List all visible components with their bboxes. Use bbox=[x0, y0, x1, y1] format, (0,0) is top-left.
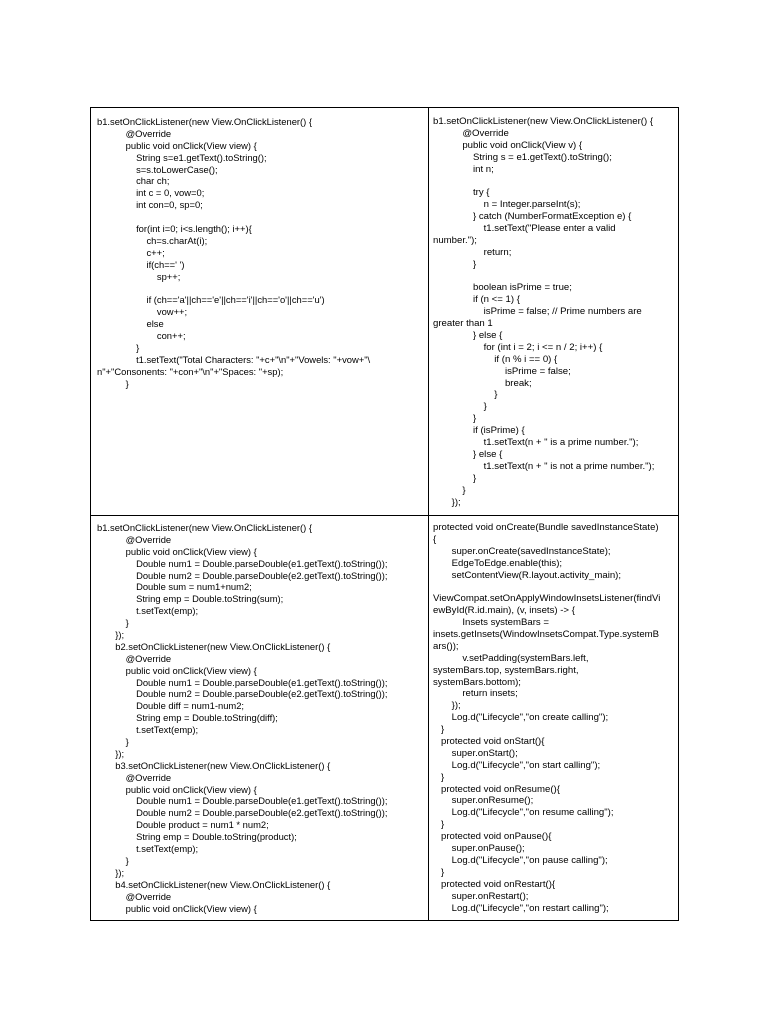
code-line: Double num1 = Double.parseDouble(e1.getText().toString()); bbox=[97, 676, 388, 688]
code-line: Log.d("Lifecycle","on resume calling"); bbox=[433, 807, 614, 819]
code-line: }); bbox=[433, 700, 461, 712]
code-line: isPrime = false; // Prime numbers are bbox=[433, 306, 642, 318]
code-line bbox=[97, 211, 423, 223]
code-line: @Override bbox=[97, 890, 172, 902]
code-line: return insets; bbox=[433, 688, 518, 700]
code-line: if (n <= 1) { bbox=[433, 294, 520, 306]
code-line: vow++; bbox=[97, 306, 188, 318]
code-line: t1.setText(n + " is a prime number."); bbox=[433, 437, 639, 449]
code-line: } bbox=[433, 389, 498, 401]
code-line: isPrime = false; bbox=[433, 365, 571, 377]
code-line: ViewCompat.setOnApplyWindowInsetsListener(findVi bbox=[433, 593, 661, 605]
code-line: Double num2 = Double.parseDouble(e2.getText().toString()); bbox=[97, 807, 388, 819]
code-line: Log.d("Lifecycle","on create calling"); bbox=[433, 712, 609, 724]
code-line: @Override bbox=[97, 771, 172, 783]
code-line: } bbox=[97, 854, 129, 866]
code-line: char ch; bbox=[97, 175, 170, 187]
code-line: number."); bbox=[433, 234, 477, 246]
code-line: if(ch==' ') bbox=[97, 258, 185, 270]
code-line: public void onClick(View v) { bbox=[433, 139, 583, 151]
code-line: String s=e1.getText().toString(); bbox=[97, 151, 267, 163]
code-line: protected void onCreate(Bundle savedInstanceState) bbox=[433, 522, 659, 533]
table-row-divider bbox=[91, 515, 678, 516]
code-line: boolean isPrime = true; bbox=[433, 282, 572, 294]
code-line: }); bbox=[97, 747, 125, 759]
code-line: } bbox=[433, 258, 477, 270]
code-line: setContentView(R.layout.activity_main); bbox=[433, 569, 622, 581]
code-line: } bbox=[433, 413, 477, 425]
code-line: EdgeToEdge.enable(this); bbox=[433, 557, 563, 569]
code-line: super.onStart(); bbox=[433, 747, 518, 759]
code-line: } bbox=[433, 819, 445, 831]
code-line: greater than 1 bbox=[433, 318, 493, 330]
code-line: t.setText(emp); bbox=[97, 605, 199, 617]
code-line: Log.d("Lifecycle","on pause calling"); bbox=[433, 854, 608, 866]
code-line: protected void onPause(){ bbox=[433, 831, 552, 843]
cell-calculator-code bbox=[97, 522, 423, 918]
code-line: } catch (NumberFormatException e) { bbox=[433, 211, 632, 223]
code-line: b1.setOnClickListener(new View.OnClickListener() { bbox=[97, 522, 313, 533]
code-line: ewById(R.id.main), (v, insets) -> { bbox=[433, 605, 575, 617]
code-line: public void onClick(View view) { bbox=[97, 664, 257, 676]
code-line: } bbox=[433, 771, 445, 783]
code-line: for(int i=0; i<s.length(); i++){ bbox=[97, 223, 252, 235]
code-line: String emp = Double.toString(sum); bbox=[97, 593, 284, 605]
cell-lifecycle-code bbox=[433, 522, 677, 918]
code-line: v.setPadding(systemBars.left, bbox=[433, 652, 589, 664]
code-line: t.setText(emp); bbox=[97, 843, 199, 855]
code-line: c++; bbox=[97, 246, 165, 258]
code-line: { bbox=[433, 533, 437, 545]
code-line: } bbox=[97, 377, 129, 389]
code-line: protected void onStart(){ bbox=[433, 736, 545, 748]
code-line: b2.setOnClickListener(new View.OnClickListener() { bbox=[97, 640, 331, 652]
code-line: Double product = num1 * num2; bbox=[97, 819, 269, 831]
code-line: public void onClick(View view) { bbox=[97, 783, 257, 795]
code-line: super.onRestart(); bbox=[433, 890, 529, 902]
code-line: int n; bbox=[433, 163, 494, 175]
code-line: } bbox=[97, 617, 129, 629]
cell-character-counter-code bbox=[97, 116, 423, 512]
code-line: protected void onResume(){ bbox=[433, 783, 560, 795]
code-line: Log.d("Lifecycle","on start calling"); bbox=[433, 759, 601, 771]
code-line: con++; bbox=[97, 330, 186, 342]
code-line: s=s.toLowerCase(); bbox=[97, 163, 218, 175]
code-line: } bbox=[433, 472, 477, 484]
code-line: Double sum = num1+num2; bbox=[97, 581, 252, 593]
code-line: } else { bbox=[433, 330, 503, 342]
cell-prime-check-code bbox=[433, 116, 677, 512]
code-line: systemBars.top, systemBars.right, bbox=[433, 664, 579, 676]
code-line: sp++; bbox=[97, 270, 181, 282]
code-line: super.onResume(); bbox=[433, 795, 534, 807]
code-line: insets.getInsets(WindowInsetsCompat.Type.systemB bbox=[433, 629, 660, 641]
code-line: for (int i = 2; i <= n / 2; i++) { bbox=[433, 341, 603, 353]
code-line: if (isPrime) { bbox=[433, 425, 525, 437]
code-line: } bbox=[433, 724, 445, 736]
code-line: } bbox=[97, 341, 140, 353]
code-line: t1.setText(n + " is not a prime number."); bbox=[433, 460, 655, 472]
code-line: Insets systemBars = bbox=[433, 617, 549, 629]
code-line: if (ch=='a'||ch=='e'||ch=='i'||ch=='o'||ch=='u') bbox=[97, 294, 325, 306]
code-line: Double num1 = Double.parseDouble(e1.getText().toString()); bbox=[97, 557, 388, 569]
code-line: if (n % i == 0) { bbox=[433, 353, 558, 365]
code-line: }); bbox=[97, 866, 125, 878]
code-line: }); bbox=[97, 629, 125, 641]
code-line: @Override bbox=[97, 652, 172, 664]
table-column-divider bbox=[428, 108, 429, 920]
code-line: n = Integer.parseInt(s); bbox=[433, 199, 581, 211]
code-line: b1.setOnClickListener(new View.OnClickListener() { bbox=[97, 116, 313, 127]
code-line: protected void onRestart(){ bbox=[433, 878, 556, 890]
code-line: }); bbox=[433, 496, 461, 508]
code-line: try { bbox=[433, 187, 490, 199]
code-line: systemBars.bottom); bbox=[433, 676, 521, 688]
code-line: public void onClick(View view) { bbox=[97, 545, 257, 557]
code-line bbox=[433, 581, 677, 593]
code-line: Double diff = num1-num2; bbox=[97, 700, 245, 712]
code-line: } bbox=[433, 866, 445, 878]
code-line: int con=0, sp=0; bbox=[97, 199, 203, 211]
code-line: t1.setText("Total Characters: "+c+"\n"+"Vowels: "+vow+"\ bbox=[97, 353, 371, 365]
code-line: b1.setOnClickListener(new View.OnClickListener() { bbox=[433, 116, 654, 127]
code-line: super.onCreate(savedInstanceState); bbox=[433, 545, 611, 557]
code-line: ch=s.charAt(i); bbox=[97, 234, 208, 246]
code-line: } bbox=[97, 736, 129, 748]
code-line: String s = e1.getText().toString(); bbox=[433, 151, 612, 163]
code-line bbox=[97, 282, 423, 294]
code-line: b3.setOnClickListener(new View.OnClickListener() { bbox=[97, 759, 331, 771]
code-line: break; bbox=[433, 377, 532, 389]
code-line bbox=[433, 271, 677, 283]
code-line: else bbox=[97, 318, 164, 330]
code-line bbox=[433, 175, 677, 187]
code-line: String emp = Double.toString(product); bbox=[97, 831, 297, 843]
code-line: ars()); bbox=[433, 640, 459, 652]
code-line: String emp = Double.toString(diff); bbox=[97, 712, 278, 724]
code-line: return; bbox=[433, 246, 512, 258]
code-line: } bbox=[433, 401, 487, 413]
code-line: t.setText(emp); bbox=[97, 724, 199, 736]
code-table bbox=[90, 107, 679, 921]
code-line: n"+"Consonents: "+con+"\n"+"Spaces: "+sp); bbox=[97, 365, 284, 377]
code-line: Log.d("Lifecycle","on restart calling"); bbox=[433, 902, 609, 914]
code-line: Double num1 = Double.parseDouble(e1.getText().toString()); bbox=[97, 795, 388, 807]
code-line: t1.setText("Please enter a valid bbox=[433, 223, 616, 235]
code-line: Double num2 = Double.parseDouble(e2.getText().toString()); bbox=[97, 688, 388, 700]
code-line: public void onClick(View view) { bbox=[97, 902, 257, 914]
code-line: int c = 0, vow=0; bbox=[97, 187, 205, 199]
code-line: @Override bbox=[97, 127, 172, 139]
code-line: public void onClick(View view) { bbox=[97, 139, 257, 151]
code-line: @Override bbox=[97, 533, 172, 545]
code-line: super.onPause(); bbox=[433, 843, 525, 855]
code-line: Double num2 = Double.parseDouble(e2.getText().toString()); bbox=[97, 569, 388, 581]
code-line: } else { bbox=[433, 448, 503, 460]
code-line: b4.setOnClickListener(new View.OnClickListener() { bbox=[97, 878, 331, 890]
code-line: @Override bbox=[433, 127, 509, 139]
code-line: } bbox=[433, 484, 466, 496]
